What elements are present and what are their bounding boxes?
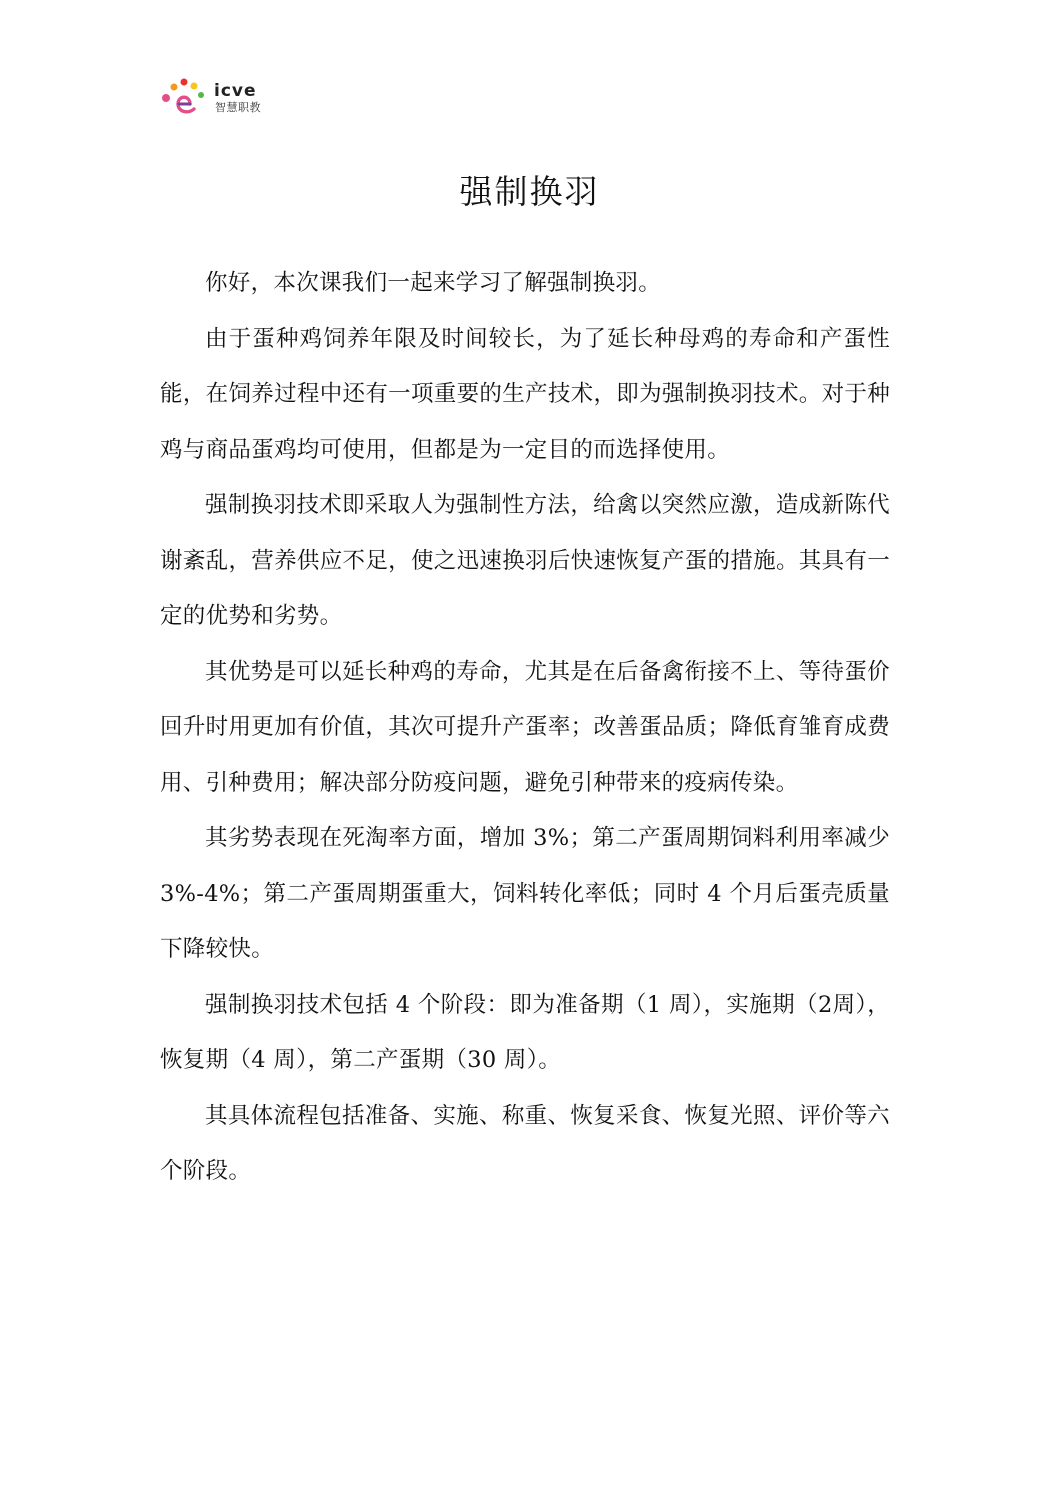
logo-subtitle: 智慧职教 bbox=[215, 101, 261, 114]
document-body bbox=[160, 256, 890, 1200]
logo-brand: icve bbox=[214, 81, 257, 101]
icve-logo-mark-icon bbox=[160, 76, 214, 120]
paragraph-process: 其具体流程包括准备、实施、称重、恢复采食、恢复光照、评价等六个阶段。 bbox=[160, 1102, 890, 1184]
paragraph-disadvantages: 其劣势表现在死淘率方面，增加 3%；第二产蛋周期饲料利用率减少 3%-4%；第二产蛋周期蛋重大，饲料转化率低；同时 4 个月后蛋壳质量下降较快。 bbox=[160, 825, 890, 962]
paragraph-advantages: 其优势是可以延长种鸡的寿命，尤其是在后备禽衔接不上、等待蛋价回升时用更加有价值，其次可提升产蛋率；改善蛋品质；降低育雏育成费用、引种费用；解决部分防疫问题，避免引种带来的疫病传染。 bbox=[160, 658, 890, 796]
paragraph-introduction: 由于蛋种鸡饲养年限及时间较长，为了延长种母鸡的寿命和产蛋性能，在饲养过程中还有一项重要的生产技术，即为强制换羽技术。对于种鸡与商品蛋鸡均可使用，但都是为一定目的而选择使用。 bbox=[160, 325, 890, 463]
paragraph-definition: 强制换羽技术即采取人为强制性方法，给禽以突然应激，造成新陈代谢紊乱，营养供应不足，使之迅速换羽后快速恢复产蛋的措施。其具有一定的优势和劣势。 bbox=[160, 492, 890, 629]
icve-logo bbox=[160, 76, 270, 120]
paragraph-stages: 强制换羽技术包括 4 个阶段：即为准备期（1 周），实施期（2周），恢复期（4 周），第二产蛋期（30 周）。 bbox=[160, 991, 890, 1073]
paragraph-greeting: 你好，本次课我们一起来学习了解强制换羽。 bbox=[205, 270, 662, 296]
document-title: 强制换羽 bbox=[459, 172, 600, 211]
